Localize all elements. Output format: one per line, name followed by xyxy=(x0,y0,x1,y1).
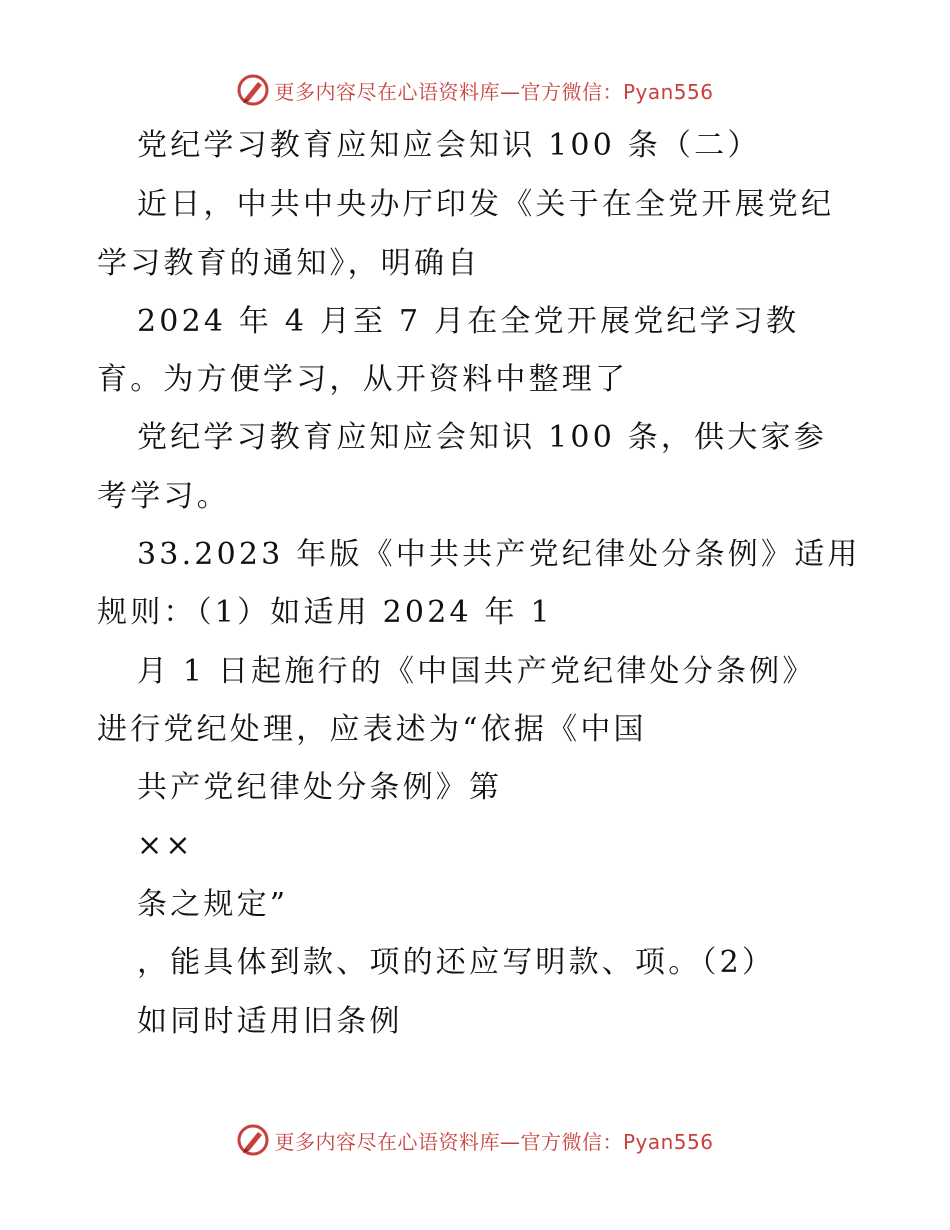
pen-logo-icon xyxy=(236,1123,270,1157)
paragraph-line: 考学习。 xyxy=(97,479,230,514)
paragraph-line: 近日，中共中央办厅印发《关于在全党开展党纪 xyxy=(137,187,835,222)
paragraph-line: 条之规定” xyxy=(137,887,289,922)
paragraph-line: 党纪学习教育应知应会知识 100 条，供大家参 xyxy=(137,420,827,455)
footer-watermark-text: 更多内容尽在心语资料库—官方微信：Pyan556 xyxy=(274,1129,714,1154)
header-watermark-text: 更多内容尽在心语资料库—官方微信：Pyan556 xyxy=(274,79,714,104)
paragraph-line: 育。为方便学习，从开资料中整理了 xyxy=(97,362,629,397)
paragraph-line: 进行党纪处理，应表述为“依据《中国 xyxy=(97,712,647,747)
document-title: 党纪学习教育应知应会知识 100 条（二） xyxy=(137,128,761,163)
paragraph-line: ×× xyxy=(137,828,194,863)
paragraph-line: 33.2023 年版《中共共产党纪律处分条例》适用 xyxy=(137,537,861,572)
paragraph-line: 规则：（1）如适用 2024 年 1 xyxy=(97,595,553,630)
paragraph-line: 如同时适用旧条例 xyxy=(137,1004,403,1039)
footer-watermark xyxy=(0,1120,950,1160)
paragraph-line: ，能具体到款、项的还应写明款、项。（2） xyxy=(137,945,776,980)
paragraph-line: 学习教育的通知》，明确自 xyxy=(97,246,481,281)
paragraph-line: 共产党纪律处分条例》第 xyxy=(137,770,503,805)
paragraph-line: 2024 年 4 月至 7 月在全党开展党纪学习教 xyxy=(137,304,800,339)
paragraph-line: 月 1 日起施行的《中国共产党纪律处分条例》 xyxy=(137,654,816,689)
